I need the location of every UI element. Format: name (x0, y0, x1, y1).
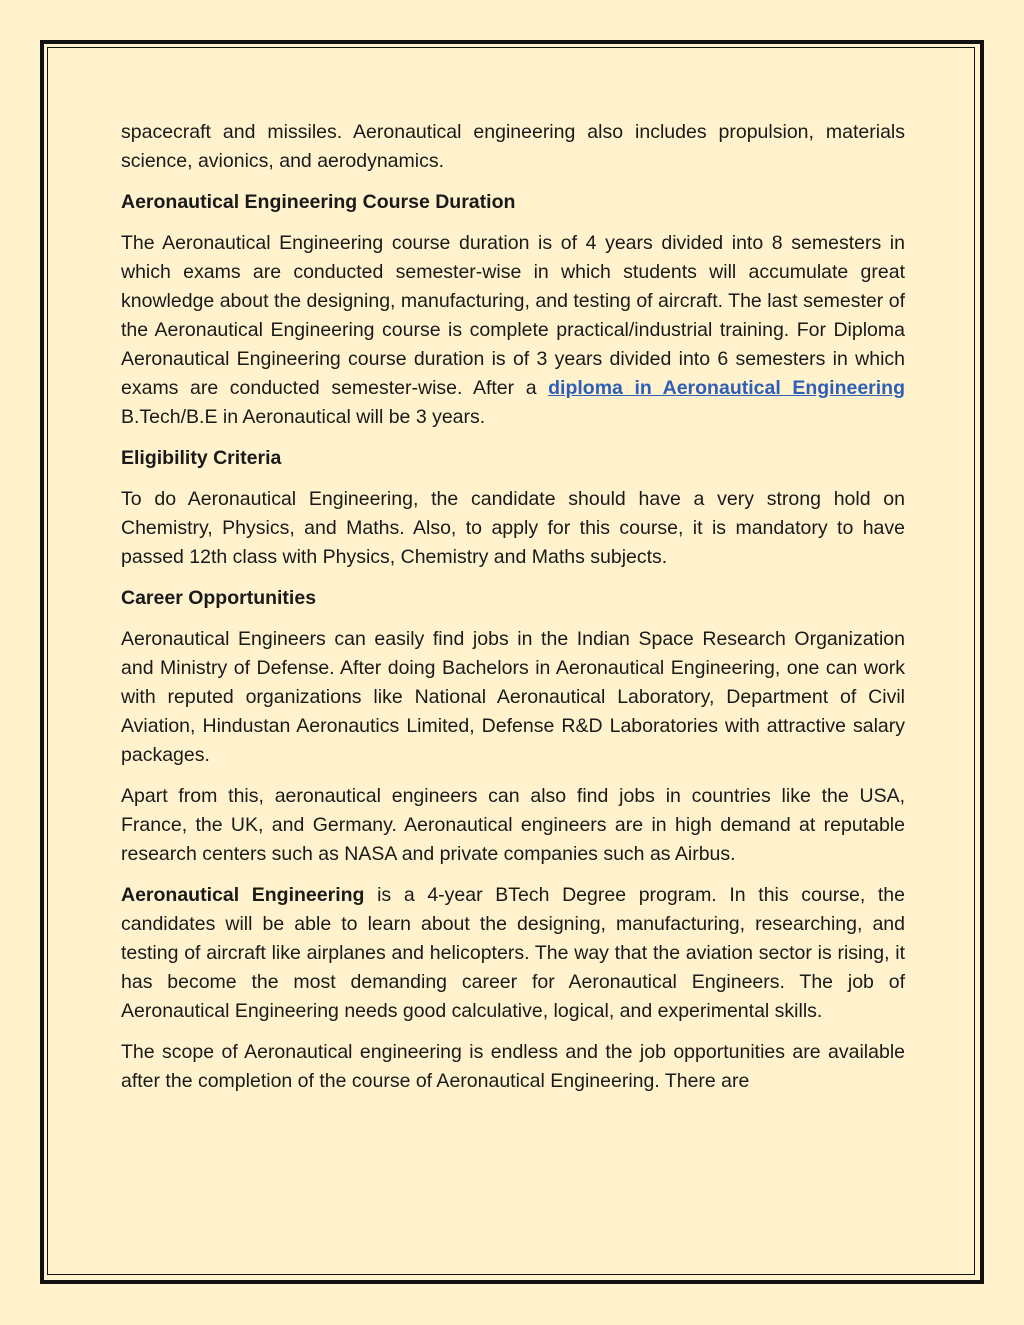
career-paragraph-4: The scope of Aeronautical engineering is endless and the job opportunities are available after the completion of the course of Aeronautical Engineering. There are (121, 1041, 905, 1092)
duration-text-after-link: B.Tech/B.E in Aeronautical will be 3 years. (121, 406, 486, 428)
eligibility-paragraph: To do Aeronautical Engineering, the candidate should have a very strong hold on Chemistry, Physics, and Maths. Also, to apply for this course, it is mandatory to have passed 12th class with Physics, Chemistry and Maths subjects. (121, 488, 905, 568)
career-paragraph-3 (121, 881, 905, 1026)
document-body (121, 118, 905, 1108)
career-paragraph-1: Aeronautical Engineers can easily find jobs in the Indian Space Research Organization and Ministry of Defense. After doing Bachelors in Aeronautical Engineering, one can work with reputed organizations like National Aeronautical Laboratory, Department of Civil Aviation, Hindustan Aeronautics Limited, Defense R&D Laboratories with attractive salary packages. (121, 628, 905, 766)
career-paragraph-2: Apart from this, aeronautical engineers can also find jobs in countries like the USA, France, the UK, and Germany. Aeronautical engineers are in high demand at reputable research centers such as NASA and private companies such as Airbus. (121, 785, 905, 865)
eligibility-heading: Eligibility Criteria (121, 447, 282, 469)
duration-text-before-link: The Aeronautical Engineering course duration is of 4 years divided into 8 semesters in which exams are conducted semester-wise in which students will accumulate great knowledge about the designing, manufacturing, and testing of aircraft. The last semester of the Aeronautical Engineering course is complete practical/industrial training. For Diploma Aeronautical Engineering course duration is of 3 years divided into 6 semesters in which exams are conducted semester-wise. After a (121, 232, 905, 399)
career-paragraph-3-bold: Aeronautical Engineering (121, 884, 365, 906)
diploma-link[interactable]: diploma in Aeronautical Engineering (548, 377, 906, 399)
career-heading: Career Opportunities (121, 587, 317, 609)
duration-heading: Aeronautical Engineering Course Duration (121, 191, 516, 213)
career-paragraph-3-rest: is a 4-year BTech Degree program. In this course, the candidates will be able to learn about the designing, manufacturing, researching, and testing of aircraft like airplanes and helicopters. The way that the aviation sector is rising, it has become the most demanding career for Aeronautical Engineers. The job of Aeronautical Engineering needs good calculative, logical, and experimental skills. (121, 884, 905, 1022)
intro-paragraph: spacecraft and missiles. Aeronautical engineering also includes propulsion, materials science, avionics, and aerodynamics. (121, 121, 905, 172)
duration-paragraph (121, 229, 905, 432)
